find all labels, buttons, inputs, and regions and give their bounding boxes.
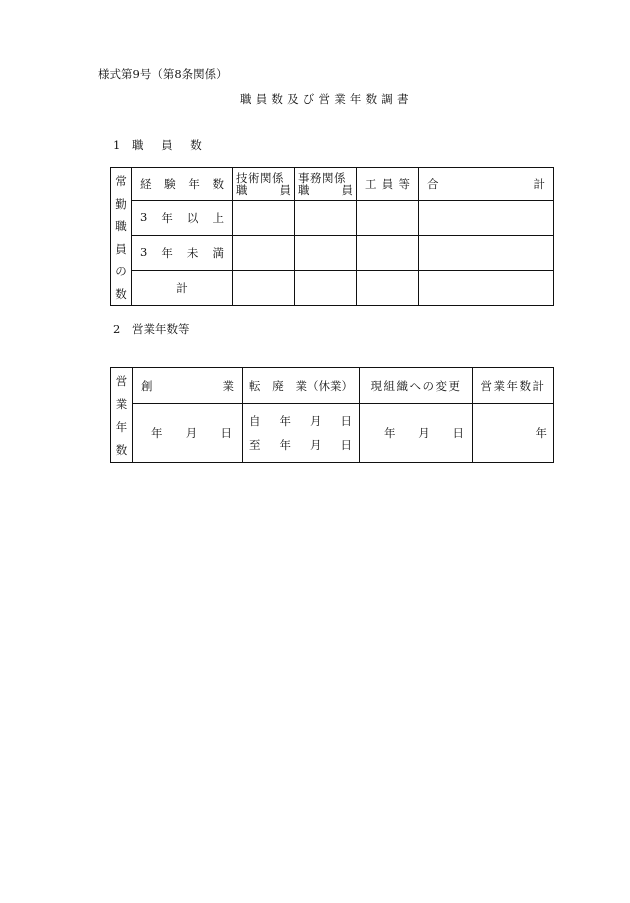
- table-row: [111, 236, 554, 271]
- founding-date-cell[interactable]: 年 月 日: [133, 404, 243, 463]
- row-label-3-years-or-more: 3 年 以 上: [132, 201, 233, 236]
- row-label-total: 計: [132, 271, 233, 306]
- table-row: [111, 271, 554, 306]
- cell-office[interactable]: [295, 271, 357, 306]
- founding-header: 創 業: [133, 368, 243, 404]
- years-total-cell[interactable]: 年: [473, 404, 554, 463]
- document-title: 職員数及び営業年数調書: [240, 92, 413, 106]
- years-total-header: 営業年数計: [473, 368, 554, 404]
- business-years-side-label: 営 業 年 数: [111, 368, 133, 463]
- transfer-closure-header: 転 廃 業（休業）: [243, 368, 360, 404]
- cell-total[interactable]: [419, 236, 554, 271]
- form-number-label: 様式第9号（第8条関係）: [98, 67, 228, 81]
- cell-worker[interactable]: [357, 201, 419, 236]
- cell-total[interactable]: [419, 271, 554, 306]
- worker-header: 工 員 等: [357, 168, 419, 201]
- cell-tech[interactable]: [233, 271, 295, 306]
- cell-worker[interactable]: [357, 236, 419, 271]
- section1-heading: 1 職 員 数: [113, 138, 209, 152]
- cell-tech[interactable]: [233, 236, 295, 271]
- transfer-period-cell[interactable]: 自 年 月 日 至 年 月 日: [243, 404, 360, 463]
- reorganization-header: 現組織への変更: [360, 368, 473, 404]
- full-time-staff-side-label: 常 勤 職 員 の 数: [111, 168, 132, 306]
- office-staff-header: 事務関係 職 員: [295, 168, 357, 201]
- cell-tech[interactable]: [233, 201, 295, 236]
- cell-office[interactable]: [295, 236, 357, 271]
- business-years-table: [110, 367, 554, 463]
- cell-total[interactable]: [419, 201, 554, 236]
- section2-heading: 2 営業年数等: [113, 322, 190, 336]
- total-header: 合 計: [419, 168, 554, 201]
- staff-count-table: [110, 167, 554, 306]
- table-row: [111, 201, 554, 236]
- row-label-under-3-years: 3 年 未 満: [132, 236, 233, 271]
- cell-worker[interactable]: [357, 271, 419, 306]
- technical-staff-header: 技術関係 職 員: [233, 168, 295, 201]
- reorganization-date-cell[interactable]: 年 月 日: [360, 404, 473, 463]
- experience-years-header: 経 験 年 数: [132, 168, 233, 201]
- cell-office[interactable]: [295, 201, 357, 236]
